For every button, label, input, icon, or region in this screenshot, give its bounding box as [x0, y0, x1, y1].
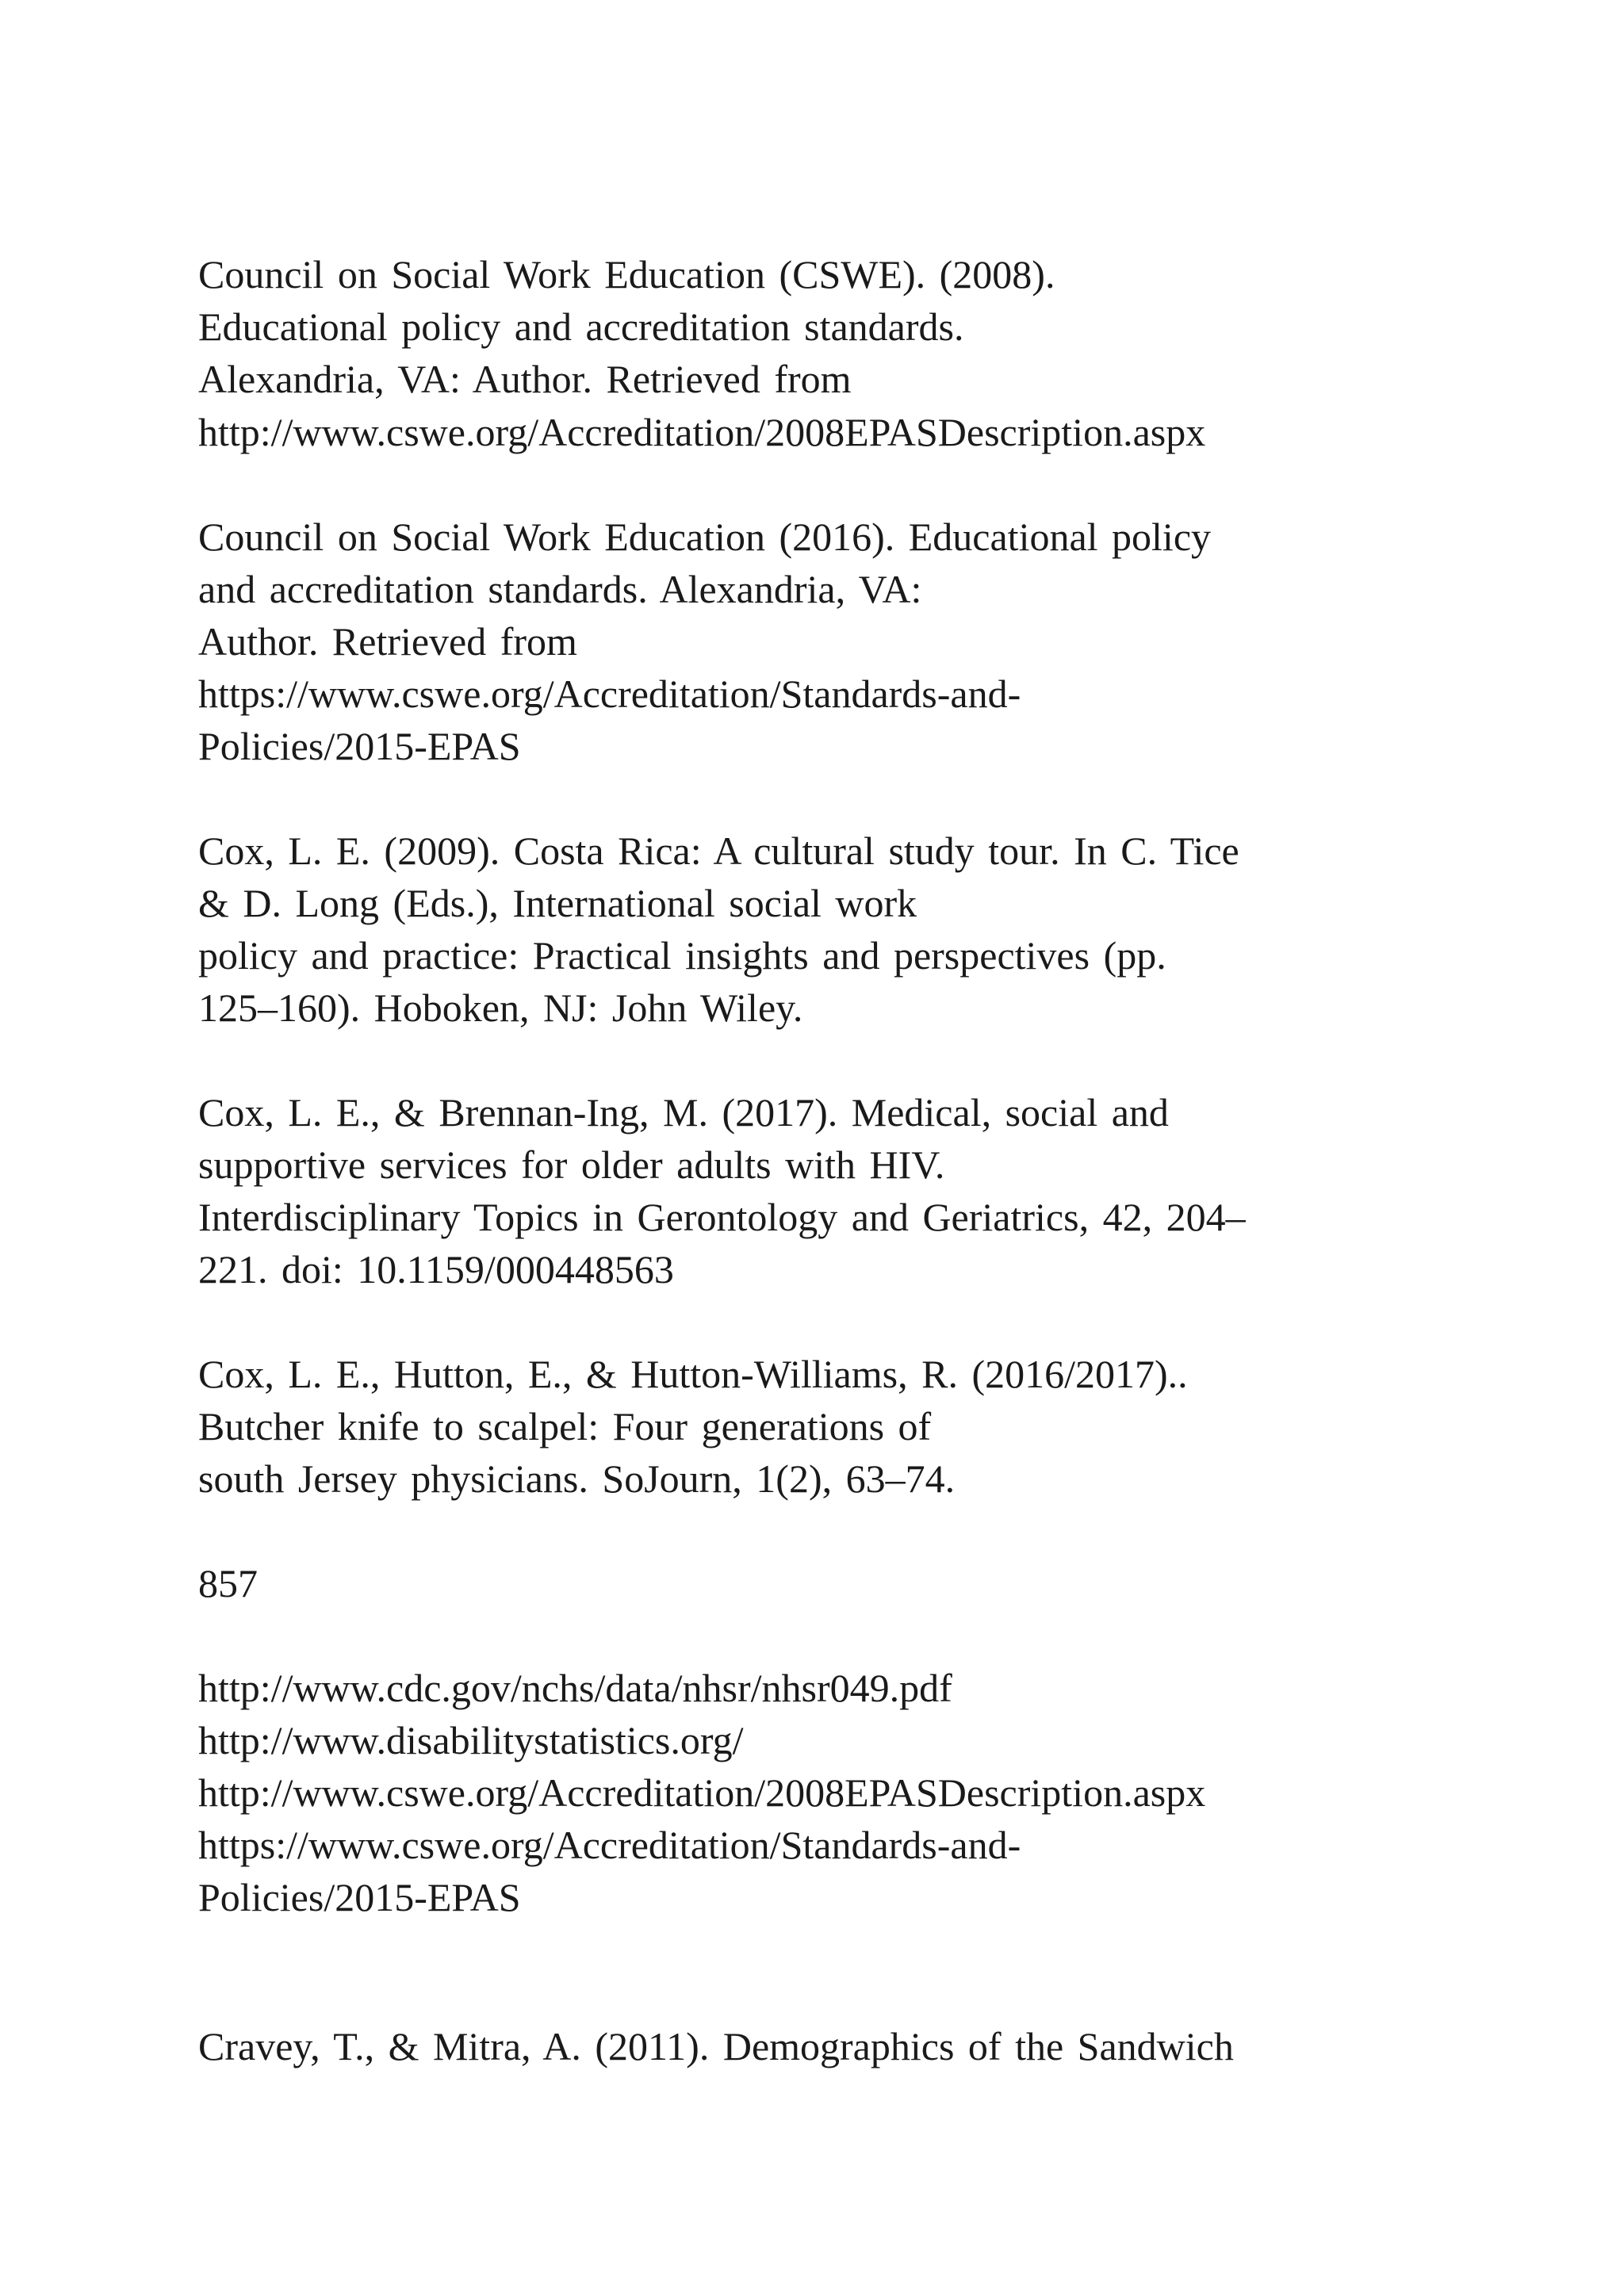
- reference-line: Alexandria, VA: Author. Retrieved from: [198, 357, 852, 401]
- reference-line: south Jersey physicians. SoJourn, 1(2), 63–74.: [198, 1456, 956, 1501]
- reference-line: Author. Retrieved from: [198, 619, 577, 664]
- reference-line: policy and practice: Practical insights and perspectives (pp.: [198, 933, 1166, 978]
- reference-line: Council on Social Work Education (2016). Educational policy: [198, 515, 1212, 559]
- reference-line: Council on Social Work Education (CSWE). (2008).: [198, 252, 1055, 297]
- reference-line: Interdisciplinary Topics in Gerontology and Geriatrics, 42, 204–: [198, 1195, 1246, 1239]
- reference-line: & D. Long (Eds.), International social work: [198, 881, 917, 925]
- url-link[interactable]: http://www.disabilitystatistics.org/: [198, 1718, 744, 1762]
- url-link[interactable]: http://www.cdc.gov/nchs/data/nhsr/nhsr049.pdf: [198, 1666, 952, 1710]
- reference-line: Butcher knife to scalpel: Four generations of: [198, 1404, 932, 1448]
- reference-line: Cox, L. E., Hutton, E., & Hutton-Williams, R. (2016/2017)..: [198, 1352, 1188, 1396]
- page-number: 857: [198, 1561, 258, 1605]
- url-link[interactable]: Policies/2015-EPAS: [198, 1875, 521, 1919]
- reference-line: Educational policy and accreditation standards.: [198, 304, 964, 349]
- reference-url[interactable]: Policies/2015-EPAS: [198, 724, 521, 768]
- reference-url[interactable]: http://www.cswe.org/Accreditation/2008EPASDescription.aspx: [198, 410, 1206, 454]
- reference-line: supportive services for older adults with HIV.: [198, 1142, 945, 1187]
- reference-line: Cox, L. E. (2009). Costa Rica: A cultural study tour. In C. Tice: [198, 828, 1239, 873]
- reference-line: Cox, L. E., & Brennan-Ing, M. (2017). Medical, social and: [198, 1090, 1169, 1135]
- url-link[interactable]: http://www.cswe.org/Accreditation/2008EPASDescription.aspx: [198, 1770, 1206, 1815]
- url-link[interactable]: https://www.cswe.org/Accreditation/Standards-and-: [198, 1823, 1021, 1867]
- reference-line: 221. doi: 10.1159/000448563: [198, 1247, 674, 1292]
- reference-url[interactable]: https://www.cswe.org/Accreditation/Standards-and-: [198, 672, 1021, 716]
- reference-line: Cravey, T., & Mitra, A. (2011). Demographics of the Sandwich: [198, 2024, 1234, 2068]
- reference-line: and accreditation standards. Alexandria, VA:: [198, 567, 922, 611]
- reference-line: 125–160). Hoboken, NJ: John Wiley.: [198, 985, 803, 1030]
